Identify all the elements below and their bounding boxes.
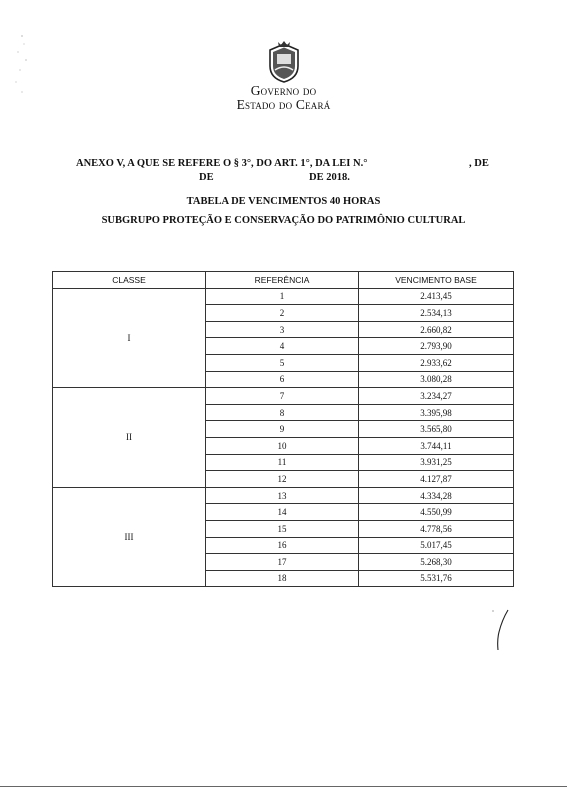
reference-cell: 6 xyxy=(206,371,359,388)
reference-cell: 15 xyxy=(206,520,359,537)
salary-cell: 3.080,28 xyxy=(359,371,514,388)
coat-of-arms-icon xyxy=(264,40,304,84)
initials-signature-mark xyxy=(490,606,510,652)
table-row xyxy=(53,388,514,405)
reference-cell: 7 xyxy=(206,388,359,405)
reference-cell: 3 xyxy=(206,321,359,338)
header-vencimento-base: VENCIMENTO BASE xyxy=(359,272,514,289)
table-header-row xyxy=(53,272,514,289)
salary-cell: 2.933,62 xyxy=(359,354,514,371)
state-label: Estado do Ceará xyxy=(236,97,331,112)
table-row xyxy=(53,487,514,504)
class-cell: II xyxy=(53,388,206,488)
annex-date-day: DE xyxy=(199,172,214,183)
salary-cell: 5.268,30 xyxy=(359,554,514,571)
salary-cell: 4.334,28 xyxy=(359,487,514,504)
salary-cell: 5.531,76 xyxy=(359,570,514,587)
table-row xyxy=(53,288,514,305)
salary-cell: 3.744,11 xyxy=(359,437,514,454)
table-title: TABELA DE VENCIMENTOS 40 HORAS xyxy=(186,196,381,207)
salary-cell: 3.931,25 xyxy=(359,454,514,471)
reference-cell: 13 xyxy=(206,487,359,504)
annex-date-year: DE 2018. xyxy=(309,172,350,183)
reference-cell: 11 xyxy=(206,454,359,471)
reference-cell: 9 xyxy=(206,421,359,438)
salary-table xyxy=(52,271,514,587)
class-cell: III xyxy=(53,487,206,587)
reference-cell: 12 xyxy=(206,471,359,488)
footer-rule xyxy=(0,786,567,787)
salary-cell: 2.413,45 xyxy=(359,288,514,305)
scan-specks xyxy=(10,30,30,100)
reference-cell: 1 xyxy=(206,288,359,305)
reference-cell: 10 xyxy=(206,437,359,454)
government-label: Governo do xyxy=(250,83,317,98)
salary-cell: 3.395,98 xyxy=(359,404,514,421)
header-classe: CLASSE xyxy=(53,272,206,289)
annex-reference-text: ANEXO V, A QUE SE REFERE O § 3°, DO ART. 1°, DA LEI N.° xyxy=(76,158,368,169)
salary-cell: 2.534,13 xyxy=(359,305,514,322)
reference-cell: 2 xyxy=(206,305,359,322)
reference-cell: 4 xyxy=(206,338,359,355)
reference-cell: 14 xyxy=(206,504,359,521)
salary-cell: 2.793,90 xyxy=(359,338,514,355)
annex-date-text: , DE xyxy=(469,158,489,169)
salary-cell: 5.017,45 xyxy=(359,537,514,554)
reference-cell: 17 xyxy=(206,554,359,571)
reference-cell: 18 xyxy=(206,570,359,587)
salary-cell: 3.234,27 xyxy=(359,388,514,405)
salary-cell: 3.565,80 xyxy=(359,421,514,438)
reference-cell: 8 xyxy=(206,404,359,421)
salary-cell: 4.778,56 xyxy=(359,520,514,537)
reference-cell: 5 xyxy=(206,354,359,371)
reference-cell: 16 xyxy=(206,537,359,554)
table-subtitle: SUBGRUPO PROTEÇÃO E CONSERVAÇÃO DO PATRIMÔNIO CULTURAL xyxy=(101,215,466,226)
class-cell: I xyxy=(53,288,206,388)
salary-cell: 2.660,82 xyxy=(359,321,514,338)
salary-cell: 4.127,87 xyxy=(359,471,514,488)
header-referencia: REFERÊNCIA xyxy=(206,272,359,289)
salary-cell: 4.550,99 xyxy=(359,504,514,521)
